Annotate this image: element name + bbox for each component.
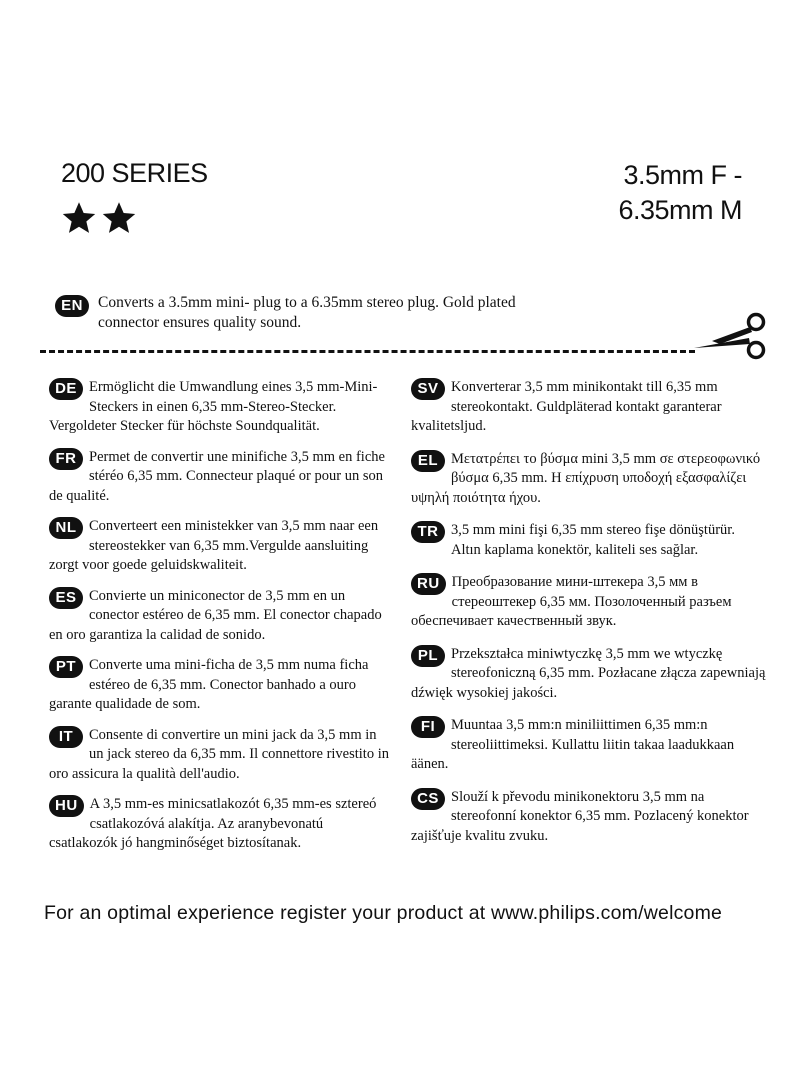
en-description (55, 293, 528, 333)
language-badge: RU (411, 573, 446, 595)
language-block-ru (411, 573, 766, 632)
language-block-hu (49, 795, 394, 854)
language-badge: PT (49, 656, 83, 678)
language-block-fi (411, 716, 766, 775)
star-icon (61, 198, 97, 238)
language-block-tr (411, 521, 766, 560)
description-text: 3,5 mm mini fişi 6,35 mm stereo fişe dönüştürür. Altın kaplama konektör, kaliteli ses sağlar. (451, 522, 735, 558)
language-block-cs (411, 788, 766, 847)
language-block-el (411, 450, 766, 509)
language-badge: EL (411, 450, 445, 472)
description-text: Преобразование мини-штекера 3,5 мм в стереоштекер 6,35 мм. Позолоченный разъем обеспечивает качественный звук. (411, 574, 732, 629)
description-text: Consente di convertire un mini jack da 3,5 mm in un jack stereo da 6,35 mm. Il connettore rivestito in oro assicura la qualità dell'audio. (49, 726, 389, 782)
language-badge: TR (411, 521, 445, 543)
language-badge: SV (411, 378, 445, 400)
language-block-pl (411, 645, 766, 704)
product-line-1: 3.5mm F - (623, 160, 742, 190)
description-text: Μετατρέπει το βύσμα mini 3,5 mm σε στερεοφωνικό βύσμα 6,35 mm. Η επίχρυση υποδοχή εξασφαλίζει υψηλή ποιότητα ήχου. (411, 450, 761, 506)
language-block-es (49, 587, 394, 646)
language-badge: FI (411, 716, 445, 738)
description-text: Convierte un miniconector de 3,5 mm en un conector estéreo de 6,35 mm. El conector chapado en oro garantiza la calidad de sonido. (49, 587, 382, 643)
language-block-fr (49, 448, 394, 507)
language-badge: HU (49, 795, 84, 817)
language-badge: DE (49, 378, 83, 400)
cut-line (40, 350, 695, 357)
description-text: Converteert een ministekker van 3,5 mm naar een stereostekker van 6,35 mm.Vergulde aansluiting zorgt voor goede geluidskwaliteit. (49, 518, 379, 573)
language-badge: ES (49, 587, 83, 609)
language-block-sv (411, 378, 766, 437)
rating-stars (61, 198, 137, 238)
description-text: Converts a 3.5mm mini- plug to a 6.35mm stereo plug. Gold plated connector ensures quality sound. (98, 294, 516, 331)
registration-footer: For an optimal experience register your product at www.philips.com/welcome (44, 902, 723, 924)
left-column (49, 378, 394, 865)
description-text: Przekształca miniwtyczkę 3,5 mm we wtyczkę stereofoniczną 6,35 mm. Pozłacane złącza zapewniają dźwięk wysokiej jakości. (411, 645, 766, 701)
scissors-icon (692, 308, 772, 363)
description-text: Ermöglicht die Umwandlung eines 3,5 mm-Mini-Steckers in einen 6,35 mm-Stereo-Stecker. Vergoldeter Stecker für höchste Soundqualität. (49, 379, 378, 434)
language-badge: EN (55, 295, 89, 317)
description-text: A 3,5 mm-es minicsatlakozót 6,35 mm-es sztereó csatlakozóvá alakítja. Az aranybevonatú csatlakozók jó hangminőséget biztosítanak. (49, 796, 377, 851)
product-line-2: 6.35mm M (618, 195, 742, 225)
language-block-de (49, 378, 394, 437)
language-block-nl (49, 517, 394, 576)
language-badge: IT (49, 726, 83, 748)
language-block-pt (49, 656, 394, 715)
product-title (618, 158, 742, 228)
description-text: Permet de convertir une minifiche 3,5 mm en fiche stéréo 6,35 mm. Connecteur plaqué or pour un son de qualité. (49, 448, 385, 504)
right-column (411, 378, 766, 859)
description-text: Converte uma mini-ficha de 3,5 mm numa ficha estéreo de 6,35 mm. Conector banhado a ouro garante qualidade de som. (49, 657, 369, 712)
star-icon (101, 198, 137, 238)
description-text: Slouží k převodu minikonektoru 3,5 mm na stereofonní konektor 6,35 mm. Pozlacený konektor zajišťuje kvalitu zvuku. (411, 788, 749, 844)
description-text: Muuntaa 3,5 mm:n miniliittimen 6,35 mm:n stereoliittimeksi. Kullattu liitin takaa laadukkaan äänen. (411, 717, 735, 772)
series-title: 200 SERIES (61, 158, 208, 188)
language-block-it (49, 726, 394, 785)
description-text: Konverterar 3,5 mm minikontakt till 6,35 mm stereokontakt. Guldpläterad kontakt garanterar kvalitetsljud. (411, 379, 722, 434)
language-badge: NL (49, 517, 83, 539)
language-badge: PL (411, 645, 445, 667)
language-badge: CS (411, 788, 445, 810)
language-badge: FR (49, 448, 83, 470)
